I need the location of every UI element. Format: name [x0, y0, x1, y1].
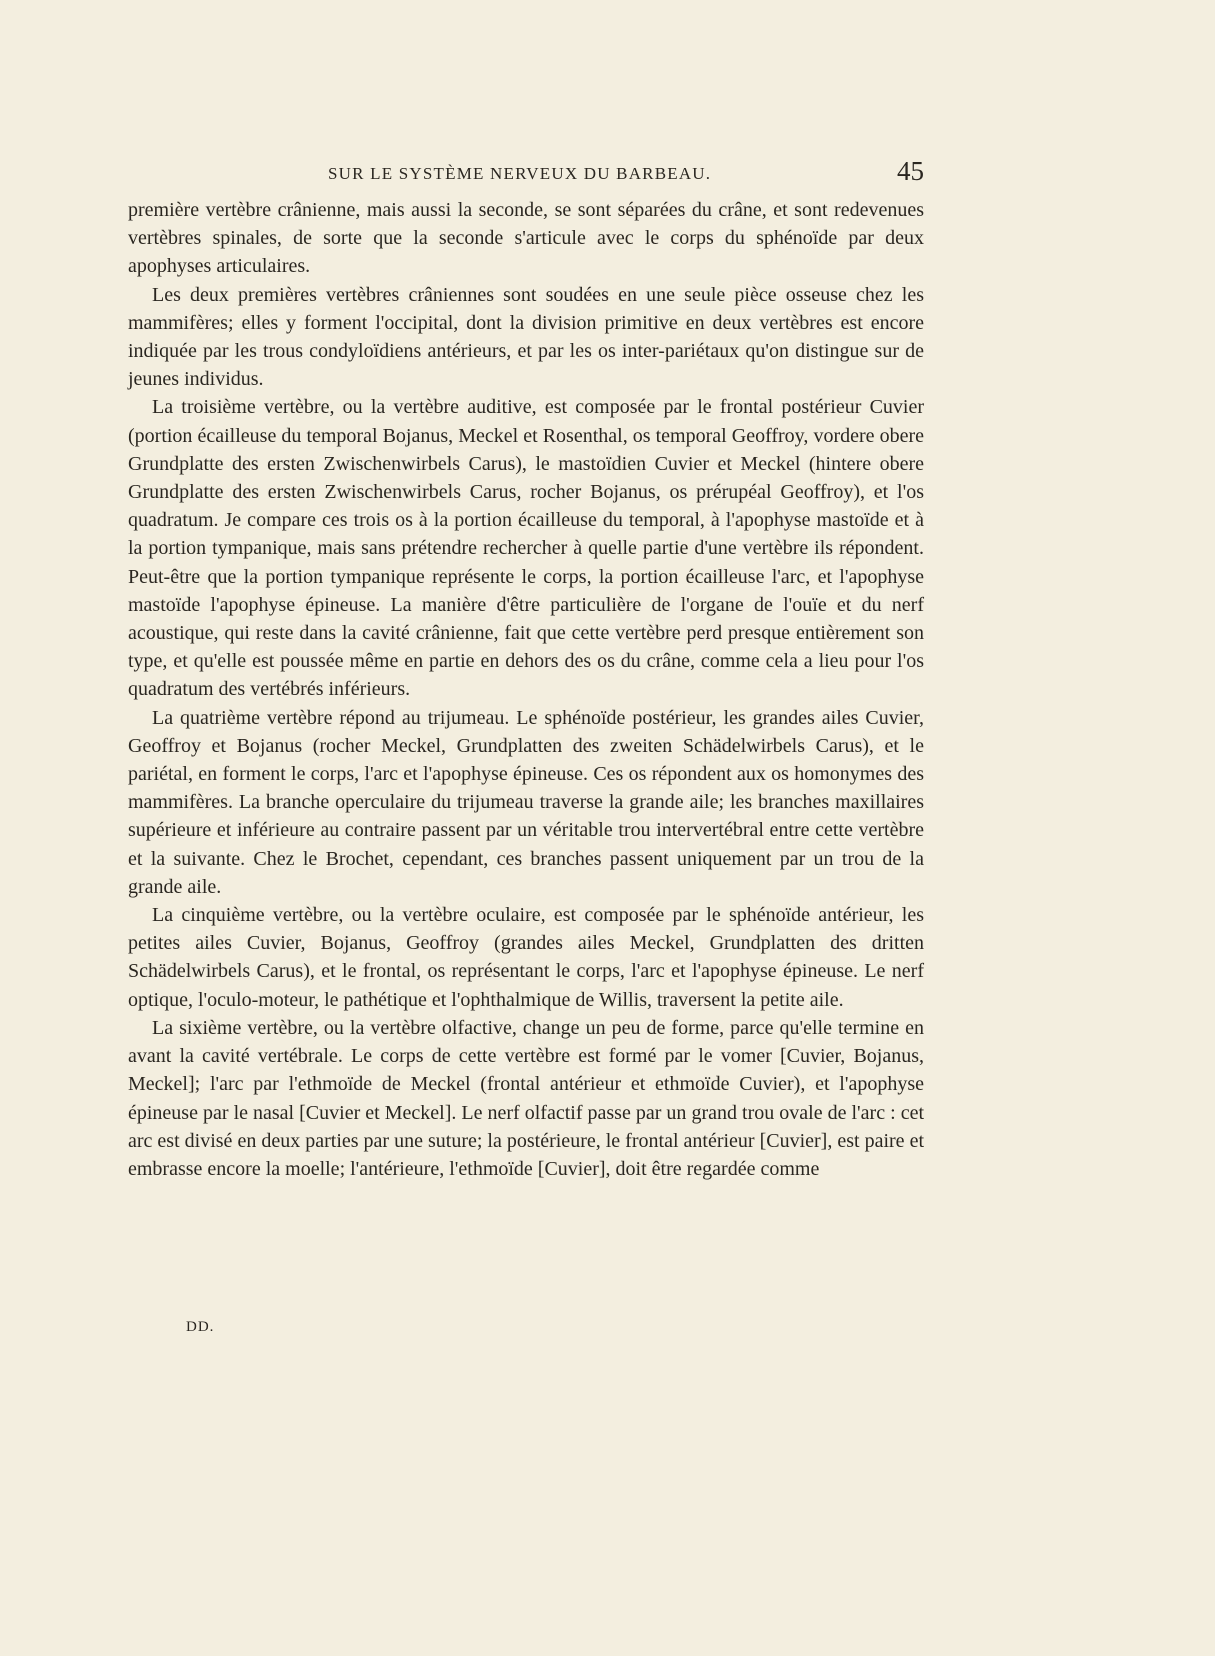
paragraph-3: La troisième vertèbre, ou la vertèbre auditive, est composée par le frontal postérieur Cuvier (portion écailleuse du temporal Bojanus, Meckel et Rosenthal, os temporal Geoffroy, vordere obere Grundplatte des ersten Zwischenwirbels Carus), le mastoïdien Cuvier et Meckel (hintere obere Grundplatte des ersten Zwischenwirbels Carus, rocher Bojanus, os prérupéal Geoffroy), et l'os quadratum. Je compare ces trois os à la portion écailleuse du temporal, à l'apophyse mastoïde et à la portion tympanique, mais sans prétendre rechercher à quelle partie d'une vertèbre ils répondent. Peut-être que la portion tympanique représente le corps, la portion écailleuse l'arc, et l'apophyse mastoïde l'apophyse épineuse. La manière d'être particulière de l'organe de l'ouïe et du nerf acoustique, qui reste dans la cavité crânienne, fait que cette vertèbre perd presque entièrement son type, et qu'elle est poussée même en partie en dehors des os du crâne, comme cela a lieu pour l'os quadratum des vertébrés inférieurs.: [128, 396, 924, 701]
paragraph-1: première vertèbre crânienne, mais aussi la seconde, se sont séparées du crâne, et sont redevenues vertèbres spinales, de sorte que la seconde s'articule avec le corps du sphénoïde par deux apophyses articulaires.: [128, 199, 924, 278]
paragraph-4: La quatrième vertèbre répond au trijumeau. Le sphénoïde postérieur, les grandes ailes Cuvier, Geoffroy et Bojanus (rocher Meckel, Grundplatten des zweiten Schädelwirbels Carus), et le pariétal, en forment le corps, l'arc et l'apophyse épineuse. Ces os répondent aux os homonymes des mammifères. La branche operculaire du trijumeau traverse la grande aile; les branches maxillaires supérieure et inférieure au contraire passent par un véritable trou intervertébral entre cette vertèbre et la suivante. Chez le Brochet, cependant, ces branches passent uniquement par un trou de la grande aile.: [128, 706, 924, 898]
running-title: SUR LE SYSTÈME NERVEUX DU BARBEAU.: [328, 164, 712, 183]
signature-mark: DD.: [186, 1319, 215, 1335]
page-number: 45: [897, 156, 924, 186]
paragraph-6: La sixième vertèbre, ou la vertèbre olfactive, change un peu de forme, parce qu'elle termine en avant la cavité vertébrale. Le corps de cette vertèbre est formé par le vomer [Cuvier, Bojanus, Meckel]; l'arc par l'ethmoïde de Meckel (frontal antérieur et ethmoïde Cuvier), et l'apophyse épineuse par le nasal [Cuvier et Meckel]. Le nerf olfactif passe par un grand trou ovale de l'arc : cet arc est divisé en deux parties par une suture; la postérieure, le frontal antérieur [Cuvier], est paire et embrasse encore la moelle; l'antérieure, l'ethmoïde [Cuvier], doit être regardée comme: [128, 1016, 924, 1180]
paragraph-2: Les deux premières vertèbres crâniennes sont soudées en une seule pièce osseuse chez les mammifères; elles y forment l'occipital, dont la division primitive en deux vertèbres est encore indiquée par les trous condyloïdiens antérieurs, et par les os inter-pariétaux qu'on distingue sur de jeunes individus.: [128, 283, 924, 391]
page-header: [128, 156, 924, 192]
paragraph-5: La cinquième vertèbre, ou la vertèbre oculaire, est composée par le sphénoïde antérieur, les petites ailes Cuvier, Bojanus, Geoffroy (grandes ailes Meckel, Grundplatten des dritten Schädelwirbels Carus), et le frontal, os représentant le corps, l'arc et l'apophyse épineuse. Le nerf optique, l'oculo-moteur, le pathétique et l'ophthalmique de Willis, traversent la petite aile.: [128, 904, 924, 1011]
body-text: [128, 196, 924, 1183]
